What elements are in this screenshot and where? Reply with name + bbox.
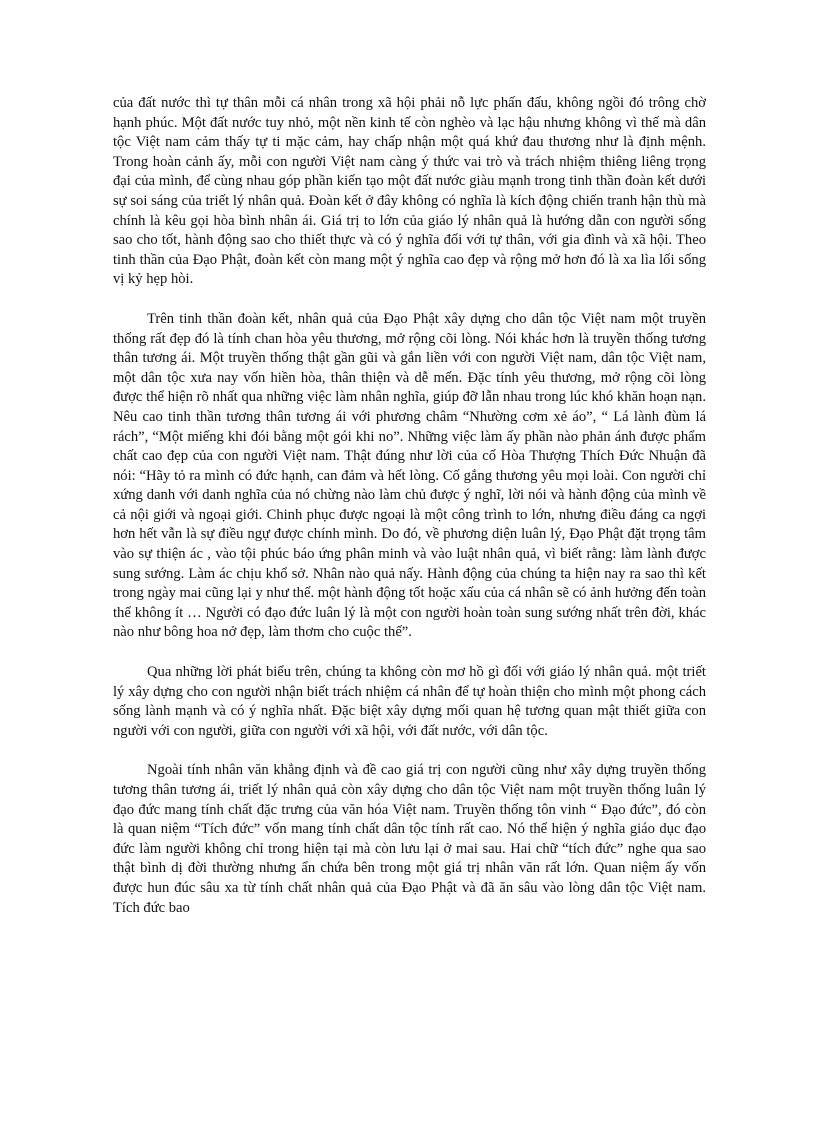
document-body [113,94,706,938]
paragraph-3: Qua những lời phát biểu trên, chúng ta không còn mơ hồ gì đối với giáo lý nhân quả. một triết lý xây dựng cho con người nhận biết trách nhiệm cá nhân để tự hoàn thiện cho mình một phong cách sống lành mạnh và có ý nghĩa nhất. Đặc biệt xây dựng mối quan hệ tương quan mật thiết giữa con người với con người, giữa con người với xã hội, với đất nước, với dân tộc. [113,664,706,739]
paragraph-2: Trên tinh thần đoàn kết, nhân quả của Đạo Phật xây dựng cho dân tộc Việt nam một truyền thống rất đẹp đó là tính chan hòa yêu thương, mở rộng cõi lòng. Nói khác hơn là truyền thống tương thân tương ái. Một truyền thống thật gần gũi và gắn liền với con người Việt nam, dân tộc Việt nam, một dân tộc xưa nay vốn hiền hòa, thân thiện và dễ mến. Đặc tính yêu thương, mở rộng cõi lòng được thể hiện rõ nhất qua những việc làm nhân nghĩa, giúp đỡ lẫn nhau trong lúc khó khăn hoạn nạn. Nêu cao tinh thần tương thân tương ái với phương châm “Nhường cơm xẻ áo”, “ Lá lành đùm lá rách”, “Một miếng khi đói bằng một gói khi no”. Những việc làm ấy phần nào phản ánh được phẩm chất cao đẹp của con người Việt nam. Thật đúng như lời của cố Hòa Thượng Thích Đức Nhuận đã nói: “Hãy tỏ ra mình có đức hạnh, can đảm và hết lòng. Cố gắng thương yêu mọi loài. Con người chỉ xứng danh với danh nghĩa của nó chừng nào làm chủ được ý nghĩ, lời nói và hành động của mình về cả nội giới và ngoại giới. Chinh phục được ngoại là một công trình to lớn, nhưng điều đáng ca ngợi hơn hết vẫn là sự điều ngự được chính mình. Do đó, về phương diện luân lý, Đạo Phật đặt trọng tâm vào sự thiện ác , vào tội phúc báo ứng phân minh và vào luật nhân quả, vì biết rằng: làm lành được sung sướng. Làm ác chịu khổ sở. Nhân nào quả nấy. Hành động của chúng ta hiện nay ra sao thì kết trong ngày mai cũng lại y như thế. một hành động tốt hoặc xấu của cá nhân sẽ có ảnh hưởng đến toàn thể không ít … Người có đạo đức luân lý là một con người hoàn toàn sung sướng nhất trên đời, khác nào như bông hoa nở đẹp, làm thơm cho cuộc thế”. [113,310,706,641]
paragraph-1: của đất nước thì tự thân mỗi cá nhân trong xã hội phải nỗ lực phấn đấu, không ngồi đó trông chờ hạnh phúc. Một đất nước tuy nhỏ, một nền kinh tế còn nghèo và lạc hậu nhưng không vì thế mà dân tộc Việt nam cảm thấy tự ti mặc cảm, hay chấp nhận một quá khứ đau thương như là định mệnh. Trong hoàn cảnh ấy, mỗi con người Việt nam càng ý thức vai trò và trách nhiệm thiêng liêng trọng đại của mình, để cùng nhau góp phần kiến tạo một đất nước giàu mạnh trong tinh thần đoàn kết dưới sự soi sáng của triết lý nhân quả. Đoàn kết ở đây không có nghĩa là kích động chiến tranh hận thù mà chính là kêu gọi hòa bình nhân ái. Giá trị to lớn của giáo lý nhân quả là hướng dẫn con người sống sao cho tốt, hành động sao cho thiết thực và có ý nghĩa đối với tự thân, với gia đình và xã hội. Theo tinh thần của Đạo Phật, đoàn kết còn mang một ý nghĩa cao đẹp và rộng mở hơn đó là xa lìa lối sống vị kỷ hẹp hòi. [113,95,706,288]
paragraph-4: Ngoài tính nhân văn khẳng định và đề cao giá trị con người cũng như xây dựng truyền thống tương thân tương ái, triết lý nhân quả còn xây dựng cho dân tộc Việt nam một truyền thống luân lý đạo đức mang tính chất đặc trưng của văn hóa Việt nam. Truyền thống tôn vinh “ Đạo đức”, đó còn là quan niệm “Tích đức” vốn mang tính chất dân tộc tính rất cao. Nó thể hiện ý nghĩa giáo dục đạo đức làm người không chỉ trong hiện tại mà còn lưu lại ở mai sau. Hai chữ “tích đức” nghe qua sao thật bình dị đời thường nhưng ẩn chứa bên trong một giá trị nhân văn rất lớn. Quan niệm ấy vốn được hun đúc sâu xa từ tính chất nhân quả của Đạo Phật và đã ăn sâu vào lòng dân tộc Việt nam. Tích đức bao [113,762,706,916]
